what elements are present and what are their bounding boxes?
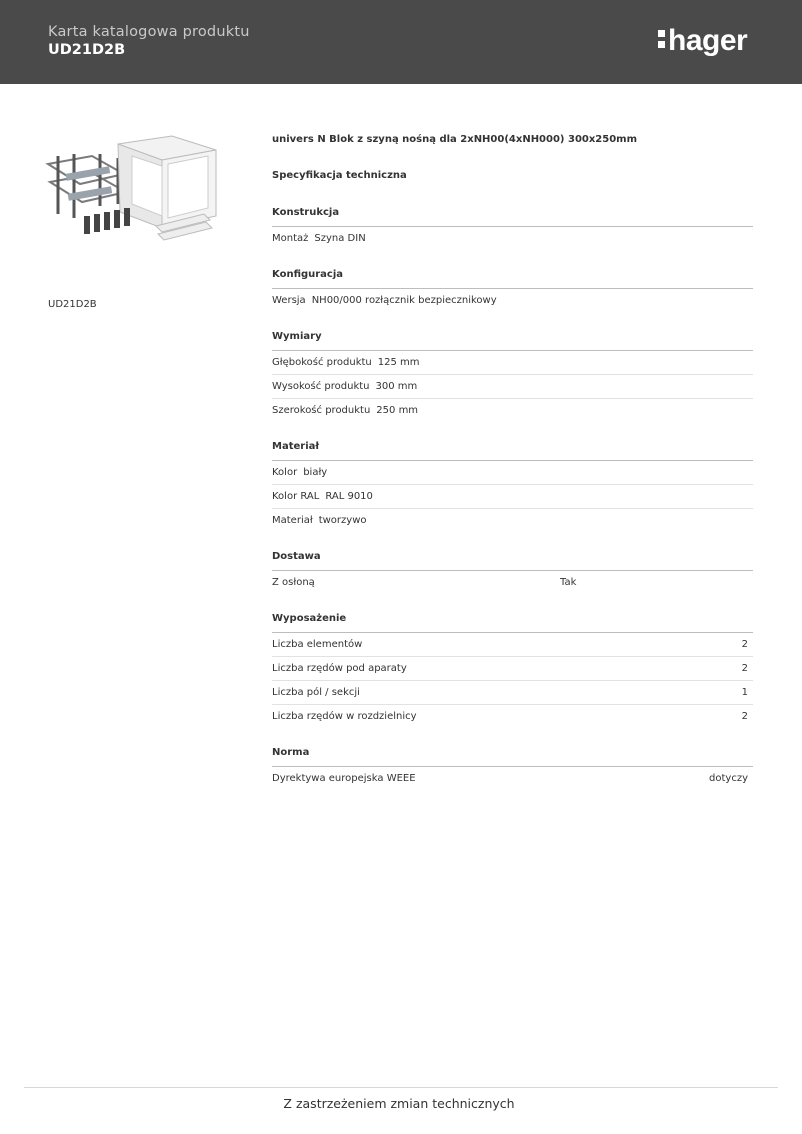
section-material — [272, 440, 753, 532]
section-dostawa — [272, 550, 753, 594]
page-header — [0, 0, 802, 84]
section-wymiary — [272, 330, 753, 422]
spec-row — [272, 227, 753, 250]
section-konfiguracja — [272, 268, 753, 312]
spec-row — [272, 767, 753, 790]
spec-label: Materiał — [272, 515, 313, 526]
spec-label: Kolor — [272, 467, 298, 478]
spec-row — [272, 633, 753, 657]
spec-row — [272, 399, 753, 422]
footer-note: Z zastrzeżeniem zmian technicznych — [283, 1096, 515, 1111]
spec-value: 2 — [741, 639, 748, 650]
spec-row — [272, 571, 753, 594]
footer-divider — [24, 1087, 778, 1088]
spec-label: Kolor RAL — [272, 491, 320, 502]
spec-value: RAL 9010 — [325, 491, 373, 502]
section-norma — [272, 746, 753, 790]
spec-label: Liczba elementów — [272, 639, 363, 650]
section-wyposazenie — [272, 612, 753, 728]
section-title: Wymiary — [272, 330, 753, 351]
spec-label: Montaż — [272, 233, 309, 244]
spec-value: Tak — [560, 577, 577, 588]
spec-value: 250 mm — [376, 405, 419, 416]
spec-value: dotyczy — [709, 773, 748, 784]
spec-label: Liczba pól / sekcji — [272, 687, 360, 698]
section-title: Materiał — [272, 440, 753, 461]
spec-row — [272, 485, 753, 509]
section-title: Norma — [272, 746, 753, 767]
spec-value: biały — [303, 467, 328, 478]
spec-value: 125 mm — [377, 357, 420, 368]
spec-value: 2 — [741, 711, 748, 722]
spec-row — [272, 461, 753, 485]
spec-label: Wysokość produktu — [272, 381, 370, 392]
product-code-header: UD21D2B — [48, 42, 126, 58]
mounting-frame-icon — [48, 154, 126, 218]
spec-value: 300 mm — [375, 381, 418, 392]
product-image — [44, 134, 220, 250]
spec-label: Liczba rzędów w rozdzielnicy — [272, 711, 417, 722]
spec-row — [272, 509, 753, 532]
spec-row — [272, 289, 753, 312]
spec-row — [272, 375, 753, 399]
product-title: univers N Blok z szyną nośną dla 2xNH00(4xNH000) 300x250mm — [272, 134, 638, 145]
spec-label: Dyrektywa europejska WEEE — [272, 773, 416, 784]
product-datasheet — [272, 134, 753, 790]
spec-value: NH00/000 rozłącznik bezpiecznikowy — [311, 295, 497, 306]
product-code-label: UD21D2B — [48, 299, 97, 310]
spec-label: Szerokość produktu — [272, 405, 371, 416]
section-title: Dostawa — [272, 550, 753, 571]
logo-wordmark: hager — [668, 24, 748, 57]
spec-row — [272, 351, 753, 375]
spec-value: tworzywo — [318, 515, 367, 526]
section-title: Konfiguracja — [272, 268, 753, 289]
spec-label: Z osłoną — [272, 577, 315, 588]
document-type: Karta katalogowa produktu — [48, 24, 250, 40]
section-title: Konstrukcja — [272, 206, 753, 227]
spec-row — [272, 705, 753, 728]
spec-row — [272, 657, 753, 681]
spec-heading: Specyfikacja techniczna — [272, 170, 407, 181]
spec-label: Głębokość produktu — [272, 357, 372, 368]
spec-value: 2 — [741, 663, 748, 674]
logo-colon-icon — [658, 30, 666, 48]
spec-row — [272, 681, 753, 705]
spec-label: Liczba rzędów pod aparaty — [272, 663, 407, 674]
spec-value: Szyna DIN — [314, 233, 366, 244]
spec-value: 1 — [741, 687, 748, 698]
spec-label: Wersja — [272, 295, 306, 306]
hager-logo — [658, 24, 747, 58]
section-konstrukcja — [272, 206, 753, 250]
section-title: Wyposażenie — [272, 612, 753, 633]
